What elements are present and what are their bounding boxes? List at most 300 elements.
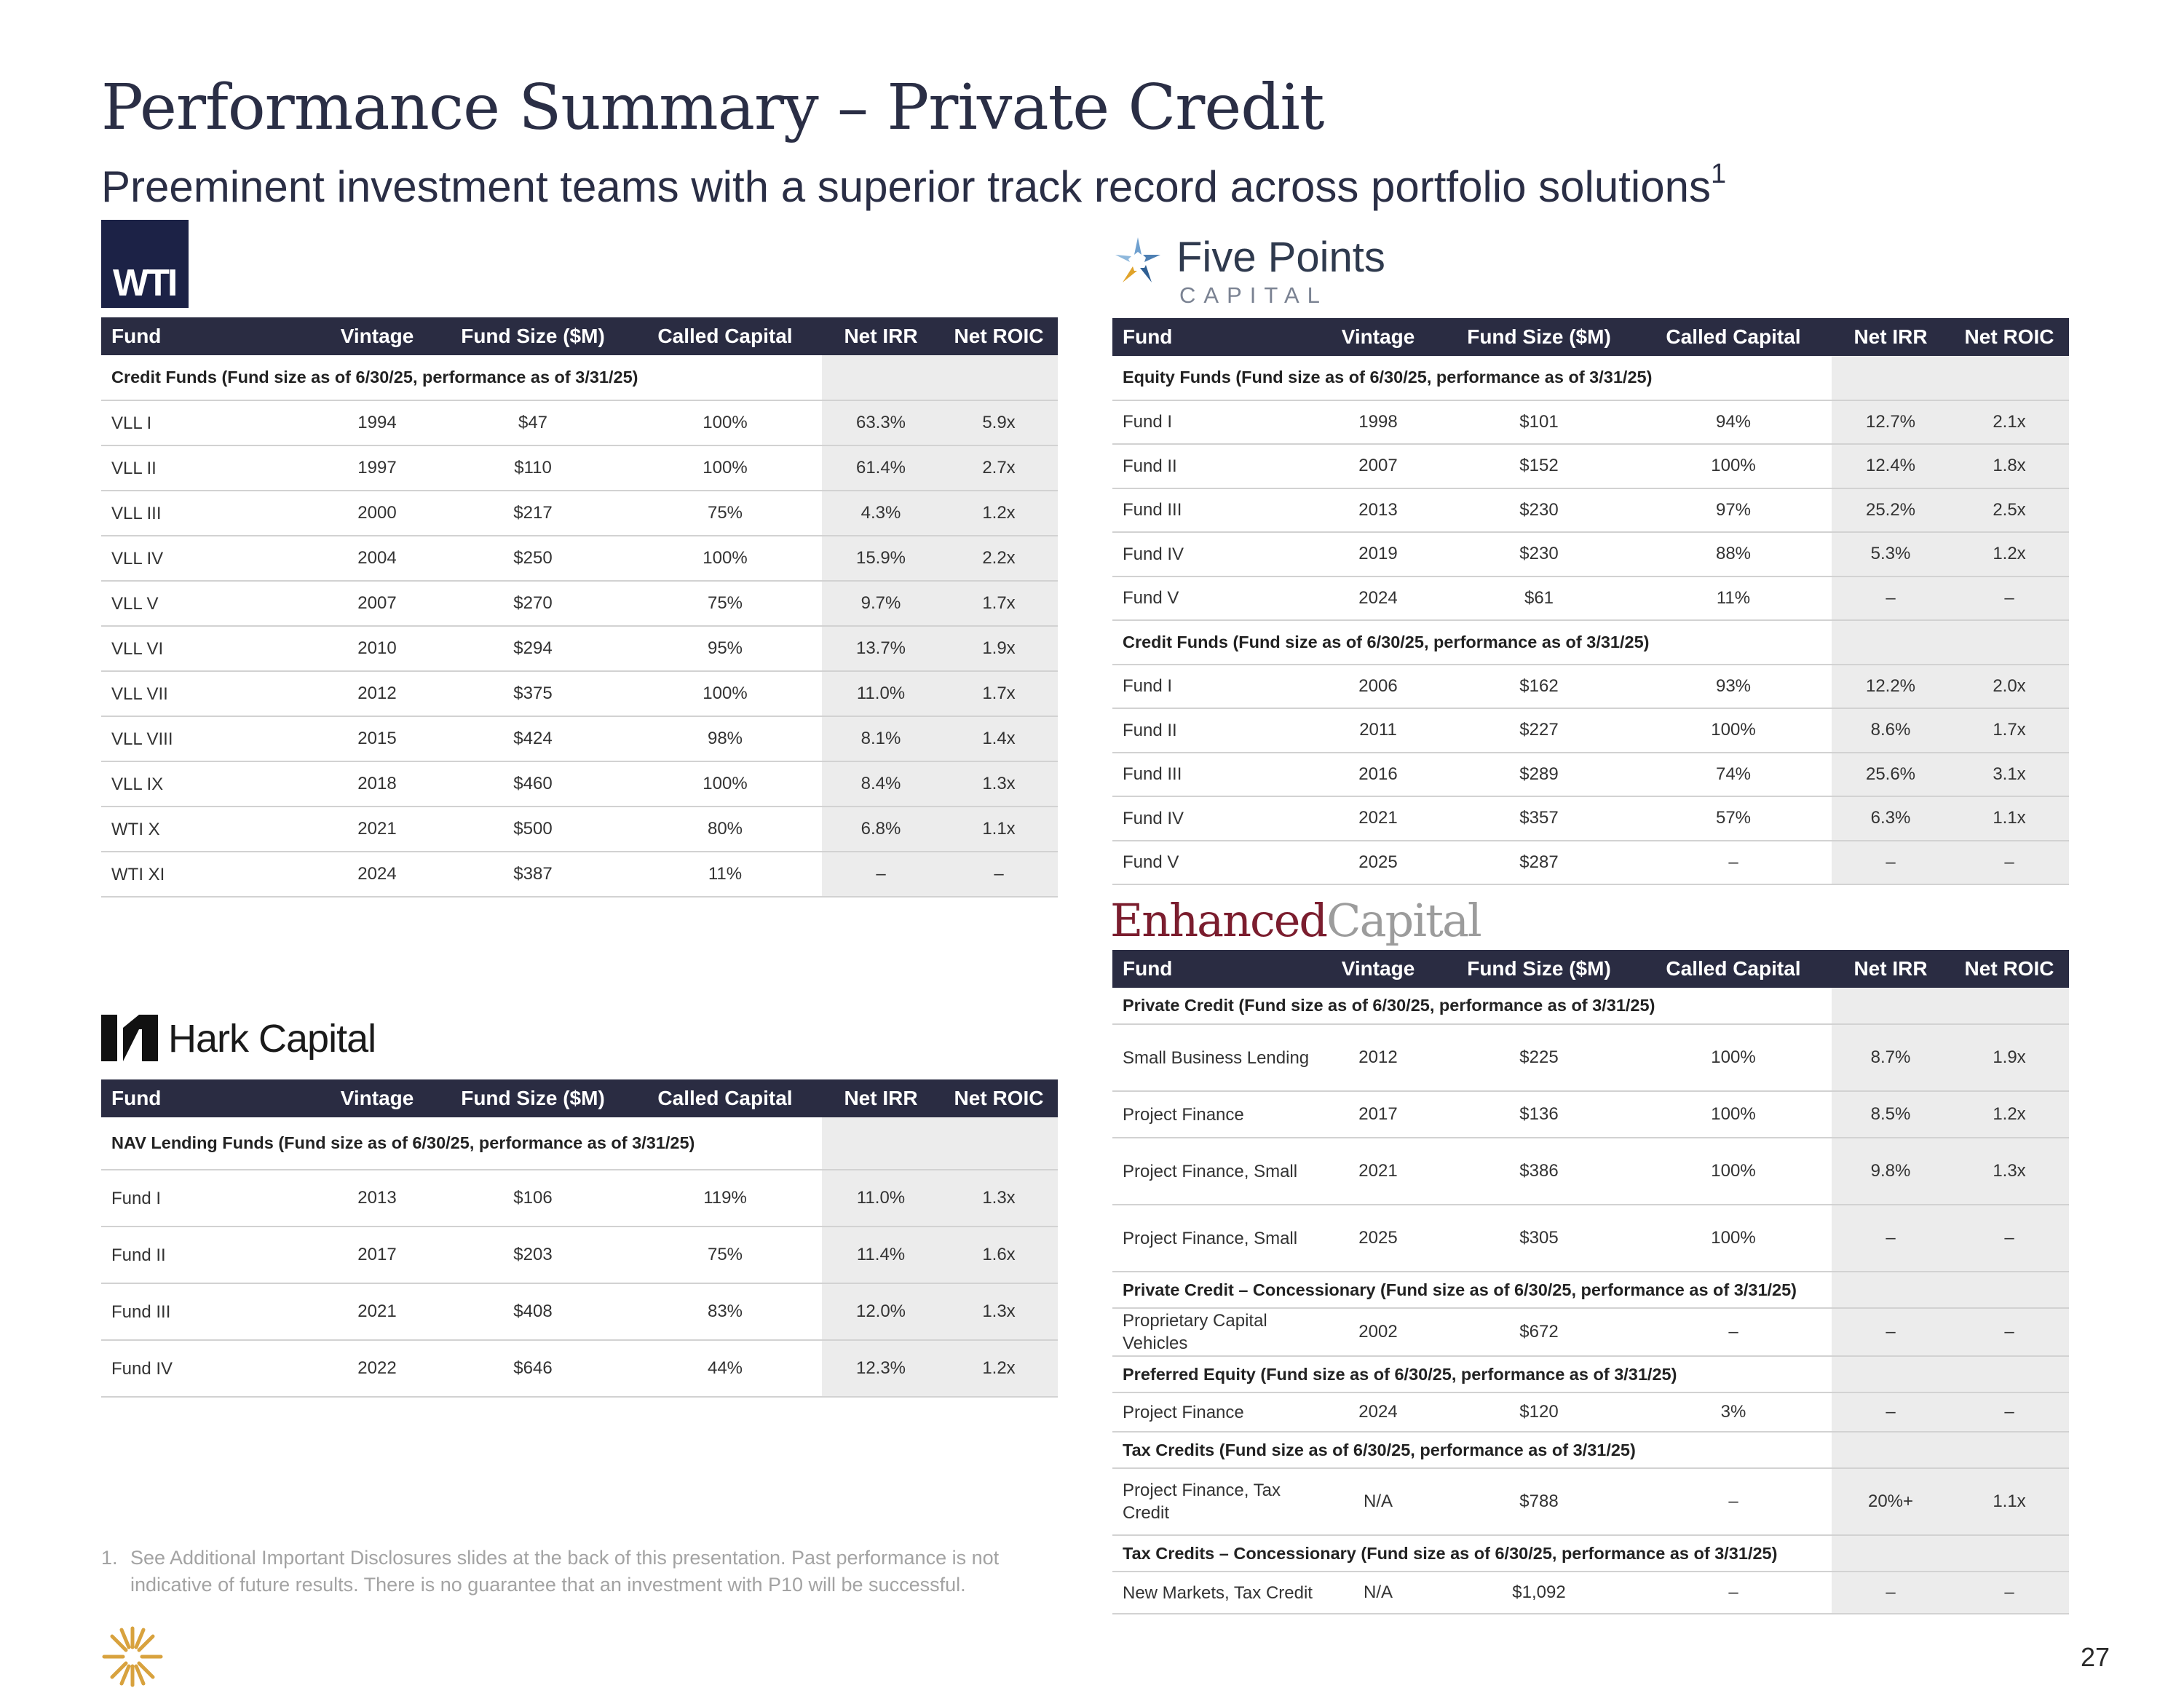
fund-size-cell: $386 — [1443, 1138, 1635, 1205]
vintage-cell: 2021 — [1313, 1138, 1443, 1205]
table-row — [101, 761, 1058, 807]
fund-size-cell: $136 — [1443, 1091, 1635, 1138]
net-irr-cell: 11.0% — [822, 1170, 940, 1227]
net-roic-cell: 2.2x — [940, 536, 1058, 581]
hark-logo-text: Hark Capital — [168, 1017, 376, 1061]
net-irr-cell: 11.0% — [822, 671, 940, 716]
fund-cell: Project Finance, Small — [1112, 1138, 1313, 1205]
vintage-cell: 2019 — [1313, 532, 1443, 576]
net-roic-cell: 1.4x — [940, 716, 1058, 761]
fund-cell: Project Finance — [1112, 1091, 1313, 1138]
net-roic-cell: 2.7x — [940, 445, 1058, 491]
fund-cell: Proprietary Capital Vehicles — [1112, 1308, 1313, 1356]
fund-size-cell: $294 — [438, 626, 628, 671]
called-capital-cell: 93% — [1635, 665, 1832, 709]
footnote-number: 1. — [101, 1547, 118, 1569]
called-capital-cell: 11% — [628, 852, 822, 897]
fund-cell: VLL II — [101, 445, 317, 491]
column-header: Fund — [1112, 318, 1313, 356]
fund-cell: VLL VI — [101, 626, 317, 671]
net-roic-cell: 1.7x — [940, 671, 1058, 716]
net-irr-cell: 12.3% — [822, 1340, 940, 1397]
called-capital-cell: 100% — [628, 671, 822, 716]
called-capital-cell: 75% — [628, 581, 822, 626]
net-roic-cell: 1.1x — [940, 807, 1058, 852]
fund-cell: VLL IV — [101, 536, 317, 581]
net-roic-cell: 1.1x — [1950, 796, 2069, 841]
net-irr-cell: – — [1832, 1205, 1950, 1272]
vintage-cell: 2007 — [317, 581, 438, 626]
table-row — [1112, 1024, 2069, 1091]
table-row — [1112, 841, 2069, 885]
net-irr-cell: 8.7% — [1832, 1024, 1950, 1091]
net-roic-cell: 1.7x — [1950, 708, 2069, 753]
table-row — [1112, 1138, 2069, 1205]
group-label: Credit Funds (Fund size as of 6/30/25, performance as of 3/31/25) — [1112, 620, 1832, 665]
vintage-cell: 1998 — [1313, 400, 1443, 445]
group-shade-cell — [1832, 1272, 2069, 1308]
column-header: Net ROIC — [940, 317, 1058, 355]
page-title: Performance Summary – Private Credit — [101, 71, 1324, 144]
vintage-cell: 2024 — [1313, 1392, 1443, 1432]
called-capital-cell: 57% — [1635, 796, 1832, 841]
net-roic-cell: – — [1950, 1572, 2069, 1614]
fund-cell: Small Business Lending — [1112, 1024, 1313, 1091]
enhanced-logo-part1: Enhanced — [1110, 894, 1327, 947]
net-irr-cell: – — [1832, 841, 1950, 885]
header-row — [101, 317, 1058, 355]
vintage-cell: 2007 — [1313, 444, 1443, 488]
hark-table — [101, 1079, 1058, 1398]
group-shade-cell — [1832, 620, 2069, 665]
fund-cell: Project Finance, Tax Credit — [1112, 1468, 1313, 1535]
called-capital-cell: 95% — [628, 626, 822, 671]
vintage-cell: 2024 — [1313, 576, 1443, 621]
wti-table — [101, 317, 1058, 898]
fund-cell: Fund II — [101, 1227, 317, 1283]
net-irr-cell: 12.2% — [1832, 665, 1950, 709]
enhanced-capital-logo — [1110, 894, 1481, 947]
subtitle-footnote-ref: 1 — [1710, 159, 1727, 189]
net-roic-cell: 1.3x — [940, 1283, 1058, 1340]
enhanced-capital-table — [1112, 950, 2069, 1614]
five-points-logo-sub: CAPITAL — [1179, 282, 1328, 308]
net-irr-cell: 9.7% — [822, 581, 940, 626]
vintage-cell: 2010 — [317, 626, 438, 671]
group-shade-cell — [1832, 1432, 2069, 1468]
vintage-cell: N/A — [1313, 1468, 1443, 1535]
column-header: Vintage — [1313, 950, 1443, 988]
net-irr-cell: 8.4% — [822, 761, 940, 807]
net-roic-cell: 1.3x — [940, 1170, 1058, 1227]
vintage-cell: 2021 — [1313, 796, 1443, 841]
fund-cell: Project Finance — [1112, 1392, 1313, 1432]
table-row — [101, 1283, 1058, 1340]
called-capital-cell: 94% — [1635, 400, 1832, 445]
fund-size-cell: $460 — [438, 761, 628, 807]
fund-size-cell: $375 — [438, 671, 628, 716]
table-row — [101, 852, 1058, 897]
hark-mark-icon — [101, 1015, 158, 1061]
table-row — [1112, 400, 2069, 445]
group-header-row — [1112, 1356, 2069, 1392]
column-header: Vintage — [317, 317, 438, 355]
net-irr-cell: 25.2% — [1832, 488, 1950, 533]
table-row — [101, 626, 1058, 671]
called-capital-cell: 11% — [1635, 576, 1832, 621]
vintage-cell: 2013 — [1313, 488, 1443, 533]
vintage-cell: 2021 — [317, 1283, 438, 1340]
fund-size-cell: $788 — [1443, 1468, 1635, 1535]
column-header: Net ROIC — [1950, 950, 2069, 988]
wti-logo — [101, 220, 189, 308]
group-header-row — [1112, 356, 2069, 400]
hark-capital-logo — [101, 1012, 429, 1063]
group-shade-cell — [1832, 356, 2069, 400]
table-row — [1112, 796, 2069, 841]
group-header-row — [101, 355, 1058, 400]
fund-cell: VLL VII — [101, 671, 317, 716]
vintage-cell: 2004 — [317, 536, 438, 581]
vintage-cell: 2000 — [317, 491, 438, 536]
fund-size-cell: $357 — [1443, 796, 1635, 841]
group-header-row — [1112, 1535, 2069, 1572]
group-label: Tax Credits – Concessionary (Fund size as of 6/30/25, performance as of 3/31/25) — [1112, 1535, 1832, 1572]
fund-size-cell: $672 — [1443, 1308, 1635, 1356]
column-header: Net IRR — [1832, 318, 1950, 356]
enhanced-logo-part2: Capital — [1326, 894, 1481, 947]
fund-size-cell: $101 — [1443, 400, 1635, 445]
fund-size-cell: $120 — [1443, 1392, 1635, 1432]
column-header: Vintage — [317, 1079, 438, 1117]
called-capital-cell: 98% — [628, 716, 822, 761]
net-irr-cell: 12.0% — [822, 1283, 940, 1340]
vintage-cell: 2002 — [1313, 1308, 1443, 1356]
fund-cell: Fund IV — [1112, 796, 1313, 841]
net-irr-cell: 61.4% — [822, 445, 940, 491]
fund-cell: Fund IV — [101, 1340, 317, 1397]
group-label: NAV Lending Funds (Fund size as of 6/30/25, performance as of 3/31/25) — [101, 1117, 822, 1170]
column-header: Called Capital — [1635, 318, 1832, 356]
table-row — [101, 1170, 1058, 1227]
net-roic-cell: 1.9x — [940, 626, 1058, 671]
vintage-cell: 2013 — [317, 1170, 438, 1227]
vintage-cell: 2016 — [1313, 753, 1443, 797]
vintage-cell: 2022 — [317, 1340, 438, 1397]
table-row — [101, 581, 1058, 626]
table-row — [1112, 753, 2069, 797]
net-roic-cell: 1.2x — [940, 491, 1058, 536]
table-row — [1112, 532, 2069, 576]
column-header: Fund Size ($M) — [1443, 950, 1635, 988]
table-row — [101, 445, 1058, 491]
fund-size-cell: $646 — [438, 1340, 628, 1397]
vintage-cell: 2024 — [317, 852, 438, 897]
table-row — [1112, 576, 2069, 621]
group-shade-cell — [1832, 1356, 2069, 1392]
fund-size-cell: $106 — [438, 1170, 628, 1227]
vintage-cell: 2017 — [1313, 1091, 1443, 1138]
vintage-cell: 2011 — [1313, 708, 1443, 753]
called-capital-cell: 44% — [628, 1340, 822, 1397]
column-header: Fund — [1112, 950, 1313, 988]
group-shade-cell — [1832, 1535, 2069, 1572]
net-irr-cell: – — [1832, 1308, 1950, 1356]
five-points-table — [1112, 318, 2069, 885]
fund-cell: Fund III — [1112, 488, 1313, 533]
fund-cell: WTI X — [101, 807, 317, 852]
vintage-cell: 1994 — [317, 400, 438, 445]
fund-cell: New Markets, Tax Credit — [1112, 1572, 1313, 1614]
table-row — [101, 807, 1058, 852]
net-irr-cell: 8.5% — [1832, 1091, 1950, 1138]
net-roic-cell: 2.5x — [1950, 488, 2069, 533]
net-roic-cell: 2.0x — [1950, 665, 2069, 709]
subtitle-text: Preeminent investment teams with a superior track record across portfolio solutions — [101, 162, 1711, 211]
fund-cell: Fund III — [101, 1283, 317, 1340]
table-row — [101, 716, 1058, 761]
group-header-row — [1112, 620, 2069, 665]
group-shade-cell — [822, 355, 1058, 400]
net-irr-cell: 6.8% — [822, 807, 940, 852]
net-irr-cell: 8.1% — [822, 716, 940, 761]
fund-size-cell: $287 — [1443, 841, 1635, 885]
five-points-star-icon — [1112, 236, 1163, 287]
called-capital-cell: 100% — [628, 536, 822, 581]
net-irr-cell: – — [1832, 1392, 1950, 1432]
column-header: Fund Size ($M) — [438, 1079, 628, 1117]
vintage-cell: 2025 — [1313, 1205, 1443, 1272]
group-header-row — [1112, 1272, 2069, 1308]
called-capital-cell: 100% — [1635, 1091, 1832, 1138]
net-roic-cell: – — [1950, 841, 2069, 885]
called-capital-cell: – — [1635, 841, 1832, 885]
net-roic-cell: 1.3x — [940, 761, 1058, 807]
group-label: Equity Funds (Fund size as of 6/30/25, performance as of 3/31/25) — [1112, 356, 1832, 400]
net-roic-cell: – — [1950, 1205, 2069, 1272]
called-capital-cell: 100% — [1635, 1024, 1832, 1091]
table-row — [1112, 488, 2069, 533]
called-capital-cell: 74% — [1635, 753, 1832, 797]
column-header: Net ROIC — [940, 1079, 1058, 1117]
net-irr-cell: 6.3% — [1832, 796, 1950, 841]
fund-size-cell: $270 — [438, 581, 628, 626]
group-label: Credit Funds (Fund size as of 6/30/25, performance as of 3/31/25) — [101, 355, 822, 400]
fund-cell: Fund I — [1112, 400, 1313, 445]
net-roic-cell: 1.9x — [1950, 1024, 2069, 1091]
net-roic-cell: 1.2x — [1950, 532, 2069, 576]
fund-cell: Fund II — [1112, 708, 1313, 753]
group-label: Tax Credits (Fund size as of 6/30/25, performance as of 3/31/25) — [1112, 1432, 1832, 1468]
net-roic-cell: 1.1x — [1950, 1468, 2069, 1535]
fund-size-cell: $110 — [438, 445, 628, 491]
p10-logo-icon — [101, 1625, 164, 1688]
column-header: Vintage — [1313, 318, 1443, 356]
header-row — [1112, 950, 2069, 988]
table-row — [1112, 1205, 2069, 1272]
table-row — [101, 1227, 1058, 1283]
called-capital-cell: 75% — [628, 1227, 822, 1283]
fund-cell: Fund I — [1112, 665, 1313, 709]
net-irr-cell: 25.6% — [1832, 753, 1950, 797]
group-header-row — [1112, 988, 2069, 1024]
vintage-cell: 2006 — [1313, 665, 1443, 709]
fund-size-cell: $230 — [1443, 488, 1635, 533]
table-row — [1112, 1572, 2069, 1614]
table-row — [1112, 1392, 2069, 1432]
called-capital-cell: 3% — [1635, 1392, 1832, 1432]
vintage-cell: N/A — [1313, 1572, 1443, 1614]
called-capital-cell: – — [1635, 1572, 1832, 1614]
column-header: Net IRR — [1832, 950, 1950, 988]
column-header: Fund — [101, 317, 317, 355]
five-points-logo-name: Five Points — [1176, 234, 1385, 281]
fund-cell: Fund V — [1112, 576, 1313, 621]
net-roic-cell: 1.2x — [1950, 1091, 2069, 1138]
net-irr-cell: 8.6% — [1832, 708, 1950, 753]
fund-cell: Fund I — [101, 1170, 317, 1227]
table-row — [1112, 1468, 2069, 1535]
footnote — [101, 1545, 1062, 1598]
page-number: 27 — [2081, 1642, 2110, 1672]
net-roic-cell: – — [940, 852, 1058, 897]
table-row — [1112, 1308, 2069, 1356]
vintage-cell: 2015 — [317, 716, 438, 761]
group-shade-cell — [822, 1117, 1058, 1170]
fund-size-cell: $289 — [1443, 753, 1635, 797]
column-header: Fund Size ($M) — [1443, 318, 1635, 356]
net-roic-cell: – — [1950, 1392, 2069, 1432]
column-header: Called Capital — [1635, 950, 1832, 988]
fund-size-cell: $203 — [438, 1227, 628, 1283]
called-capital-cell: 100% — [628, 761, 822, 807]
fund-cell: VLL IX — [101, 761, 317, 807]
group-header-row — [1112, 1432, 2069, 1468]
fund-cell: Project Finance, Small — [1112, 1205, 1313, 1272]
fund-cell: VLL III — [101, 491, 317, 536]
page-subtitle — [101, 159, 1727, 212]
fund-size-cell: $1,092 — [1443, 1572, 1635, 1614]
net-irr-cell: 15.9% — [822, 536, 940, 581]
net-irr-cell: 13.7% — [822, 626, 940, 671]
fund-size-cell: $61 — [1443, 576, 1635, 621]
table-row — [101, 400, 1058, 445]
vintage-cell: 2012 — [317, 671, 438, 716]
net-roic-cell: 5.9x — [940, 400, 1058, 445]
wti-logo-text: WTI — [113, 262, 176, 304]
net-irr-cell: 12.4% — [1832, 444, 1950, 488]
net-roic-cell: 2.1x — [1950, 400, 2069, 445]
table-row — [101, 671, 1058, 716]
net-irr-cell: 20%+ — [1832, 1468, 1950, 1535]
fund-size-cell: $230 — [1443, 532, 1635, 576]
vintage-cell: 2025 — [1313, 841, 1443, 885]
net-roic-cell: – — [1950, 576, 2069, 621]
fund-cell: VLL I — [101, 400, 317, 445]
table-row — [101, 536, 1058, 581]
fund-size-cell: $162 — [1443, 665, 1635, 709]
net-irr-cell: – — [1832, 1572, 1950, 1614]
fund-cell: Fund III — [1112, 753, 1313, 797]
table-row — [1112, 665, 2069, 709]
fund-size-cell: $424 — [438, 716, 628, 761]
called-capital-cell: 100% — [1635, 1138, 1832, 1205]
table-row — [101, 491, 1058, 536]
column-header: Called Capital — [628, 317, 822, 355]
table-row — [1112, 1091, 2069, 1138]
fund-cell: Fund IV — [1112, 532, 1313, 576]
fund-size-cell: $408 — [438, 1283, 628, 1340]
net-irr-cell: 12.7% — [1832, 400, 1950, 445]
net-roic-cell: 1.8x — [1950, 444, 2069, 488]
group-label: Private Credit (Fund size as of 6/30/25, performance as of 3/31/25) — [1112, 988, 1832, 1024]
table-row — [101, 1340, 1058, 1397]
group-shade-cell — [1832, 988, 2069, 1024]
fund-cell: VLL V — [101, 581, 317, 626]
footnote-text: See Additional Important Disclosures slides at the back of this presentation. Past performance is not indicative of future results. There is no guarantee that an investment with P10 will be successful. — [130, 1547, 1000, 1596]
net-irr-cell: 63.3% — [822, 400, 940, 445]
table-row — [1112, 444, 2069, 488]
called-capital-cell: 80% — [628, 807, 822, 852]
fund-cell: VLL VIII — [101, 716, 317, 761]
fund-size-cell: $305 — [1443, 1205, 1635, 1272]
fund-size-cell: $47 — [438, 400, 628, 445]
net-irr-cell: – — [822, 852, 940, 897]
column-header: Called Capital — [628, 1079, 822, 1117]
fund-cell: Fund V — [1112, 841, 1313, 885]
vintage-cell: 2012 — [1313, 1024, 1443, 1091]
net-roic-cell: 1.3x — [1950, 1138, 2069, 1205]
net-roic-cell: – — [1950, 1308, 2069, 1356]
net-roic-cell: 1.6x — [940, 1227, 1058, 1283]
called-capital-cell: – — [1635, 1468, 1832, 1535]
fund-size-cell: $227 — [1443, 708, 1635, 753]
net-roic-cell: 1.2x — [940, 1340, 1058, 1397]
called-capital-cell: 100% — [1635, 1205, 1832, 1272]
vintage-cell: 2018 — [317, 761, 438, 807]
fund-size-cell: $500 — [438, 807, 628, 852]
fund-size-cell: $217 — [438, 491, 628, 536]
net-roic-cell: 1.7x — [940, 581, 1058, 626]
called-capital-cell: 83% — [628, 1283, 822, 1340]
table-row — [1112, 708, 2069, 753]
fund-size-cell: $152 — [1443, 444, 1635, 488]
net-irr-cell: 5.3% — [1832, 532, 1950, 576]
called-capital-cell: 75% — [628, 491, 822, 536]
net-irr-cell: 11.4% — [822, 1227, 940, 1283]
fund-cell: WTI XI — [101, 852, 317, 897]
five-points-logo — [1112, 233, 1476, 306]
fund-size-cell: $250 — [438, 536, 628, 581]
called-capital-cell: – — [1635, 1308, 1832, 1356]
column-header: Fund — [101, 1079, 317, 1117]
net-irr-cell: – — [1832, 576, 1950, 621]
vintage-cell: 2021 — [317, 807, 438, 852]
fund-size-cell: $387 — [438, 852, 628, 897]
vintage-cell: 2017 — [317, 1227, 438, 1283]
called-capital-cell: 100% — [628, 400, 822, 445]
group-label: Preferred Equity (Fund size as of 6/30/25, performance as of 3/31/25) — [1112, 1356, 1832, 1392]
net-irr-cell: 9.8% — [1832, 1138, 1950, 1205]
column-header: Net IRR — [822, 1079, 940, 1117]
called-capital-cell: 97% — [1635, 488, 1832, 533]
header-row — [1112, 318, 2069, 356]
group-header-row — [101, 1117, 1058, 1170]
column-header: Fund Size ($M) — [438, 317, 628, 355]
called-capital-cell: 100% — [1635, 708, 1832, 753]
net-roic-cell: 3.1x — [1950, 753, 2069, 797]
fund-size-cell: $225 — [1443, 1024, 1635, 1091]
